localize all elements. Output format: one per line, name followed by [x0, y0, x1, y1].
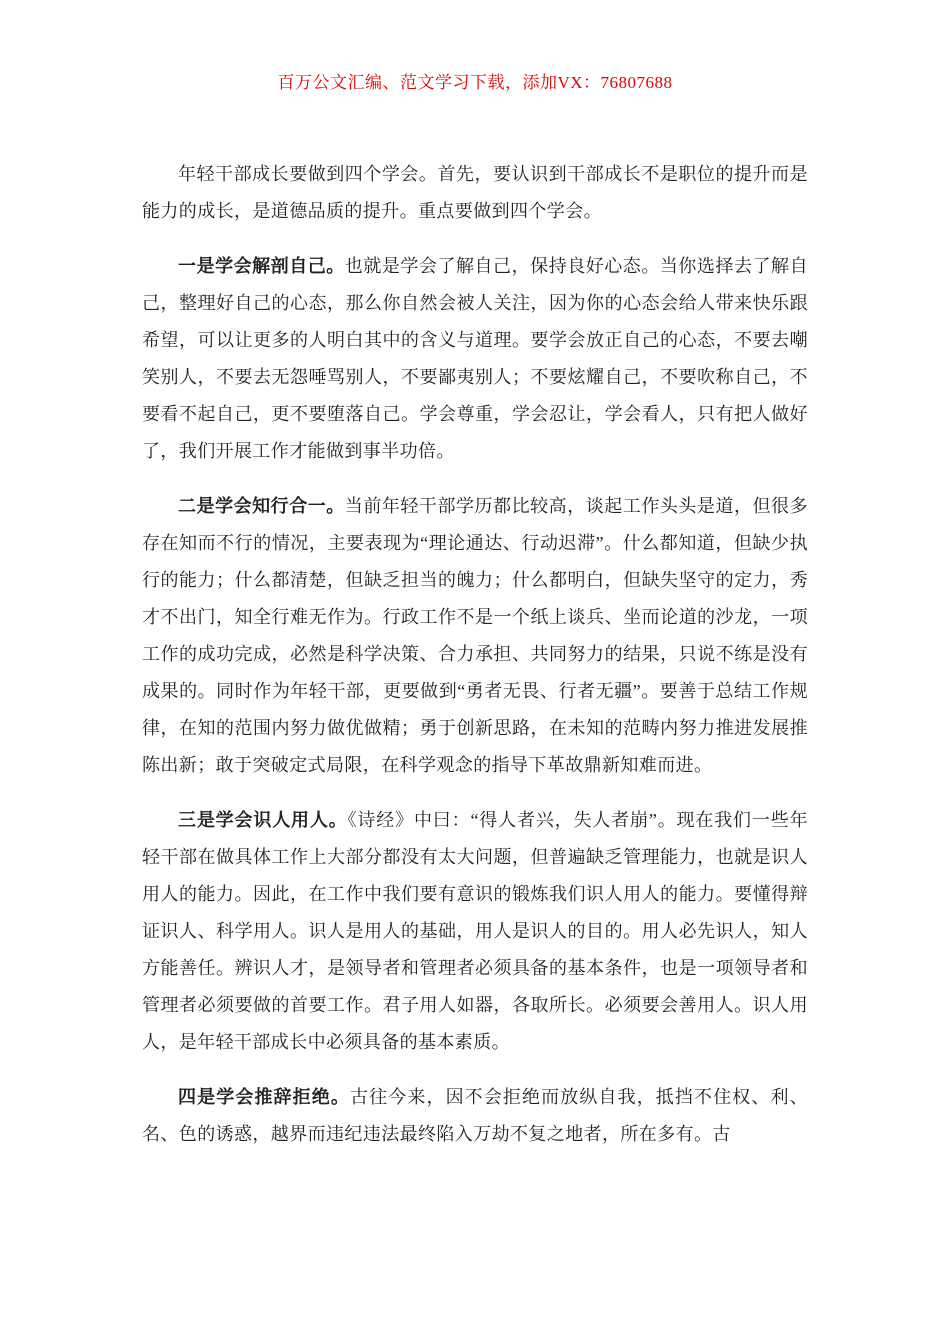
paragraph-two-lead: 二是学会知行合一。	[178, 496, 345, 516]
promo-text: 百万公文汇编、范文学习下载，添加VX：76807688	[277, 73, 673, 92]
paragraph-three-lead: 三是学会识人用人。	[178, 810, 348, 830]
paragraph-four	[142, 1079, 808, 1153]
paragraph-two	[142, 488, 808, 784]
paragraph-four-text: 古往今来，因不会拒绝而放纵自我，抵挡不住权、利、名、色的诱惑，越界而违纪违法最终陷入万劫不复之地者，所在多有。古	[142, 1087, 808, 1144]
paragraph-four-lead: 四是学会推辞拒绝。	[178, 1087, 351, 1107]
paragraph-one-text: 也就是学会了解自己，保持良好心态。当你选择去了解自己，整理好自己的心态，那么你自然会被人关注，因为你的心态会给人带来快乐跟希望，可以让更多的人明白其中的含义与道理。要学会放正自己的心态，不要去嘲笑别人，不要去无怨唾骂别人，不要鄙夷别人；不要炫耀自己，不要吹称自己，不要看不起自己，更不要堕落自己。学会尊重，学会忍让，学会看人，只有把人做好了，我们开展工作才能做到事半功倍。	[142, 256, 808, 461]
paragraph-intro-text: 年轻干部成长要做到四个学会。首先，要认识到干部成长不是职位的提升而是能力的成长，是道德品质的提升。重点要做到四个学会。	[142, 164, 808, 221]
paragraph-one-lead: 一是学会解剖自己。	[178, 256, 345, 276]
paragraph-three-text: 《诗经》中曰：“得人者兴，失人者崩”。现在我们一些年轻干部在做具体工作上大部分都没有太大问题，但普遍缺乏管理能力，也就是识人用人的能力。因此，在工作中我们要有意识的锻炼我们识人用人的能力。要懂得辩证识人、科学用人。识人是用人的基础，用人是识人的目的。用人必先识人，知人方能善任。辨识人才，是领导者和管理者必须具备的基本条件，也是一项领导者和管理者必须要做的首要工作。君子用人如器，各取所长。必须要会善用人。识人用人，是年轻干部成长中必须具备的基本素质。	[142, 810, 808, 1052]
paragraph-three	[142, 802, 808, 1061]
paragraph-two-text: 当前年轻干部学历都比较高，谈起工作头头是道，但很多存在知而不行的情况，主要表现为“理论通达、行动迟滞”。什么都知道，但缺少执行的能力；什么都清楚，但缺乏担当的魄力；什么都明白，但缺失坚守的定力，秀才不出门，知全行难无作为。行政工作不是一个纸上谈兵、坐而论道的沙龙，一项工作的成功完成，必然是科学决策、合力承担、共同努力的结果，只说不练是没有成果的。同时作为年轻干部，更要做到“勇者无畏、行者无疆”。要善于总结工作规律，在知的范围内努力做优做精；勇于创新思路，在未知的范畴内努力推进发展推陈出新；敢于突破定式局限，在科学观念的指导下革故鼎新知难而进。	[142, 496, 808, 775]
promo-banner	[0, 0, 950, 94]
document-body	[142, 156, 808, 1153]
paragraph-one	[142, 248, 808, 470]
paragraph-intro	[142, 156, 808, 230]
